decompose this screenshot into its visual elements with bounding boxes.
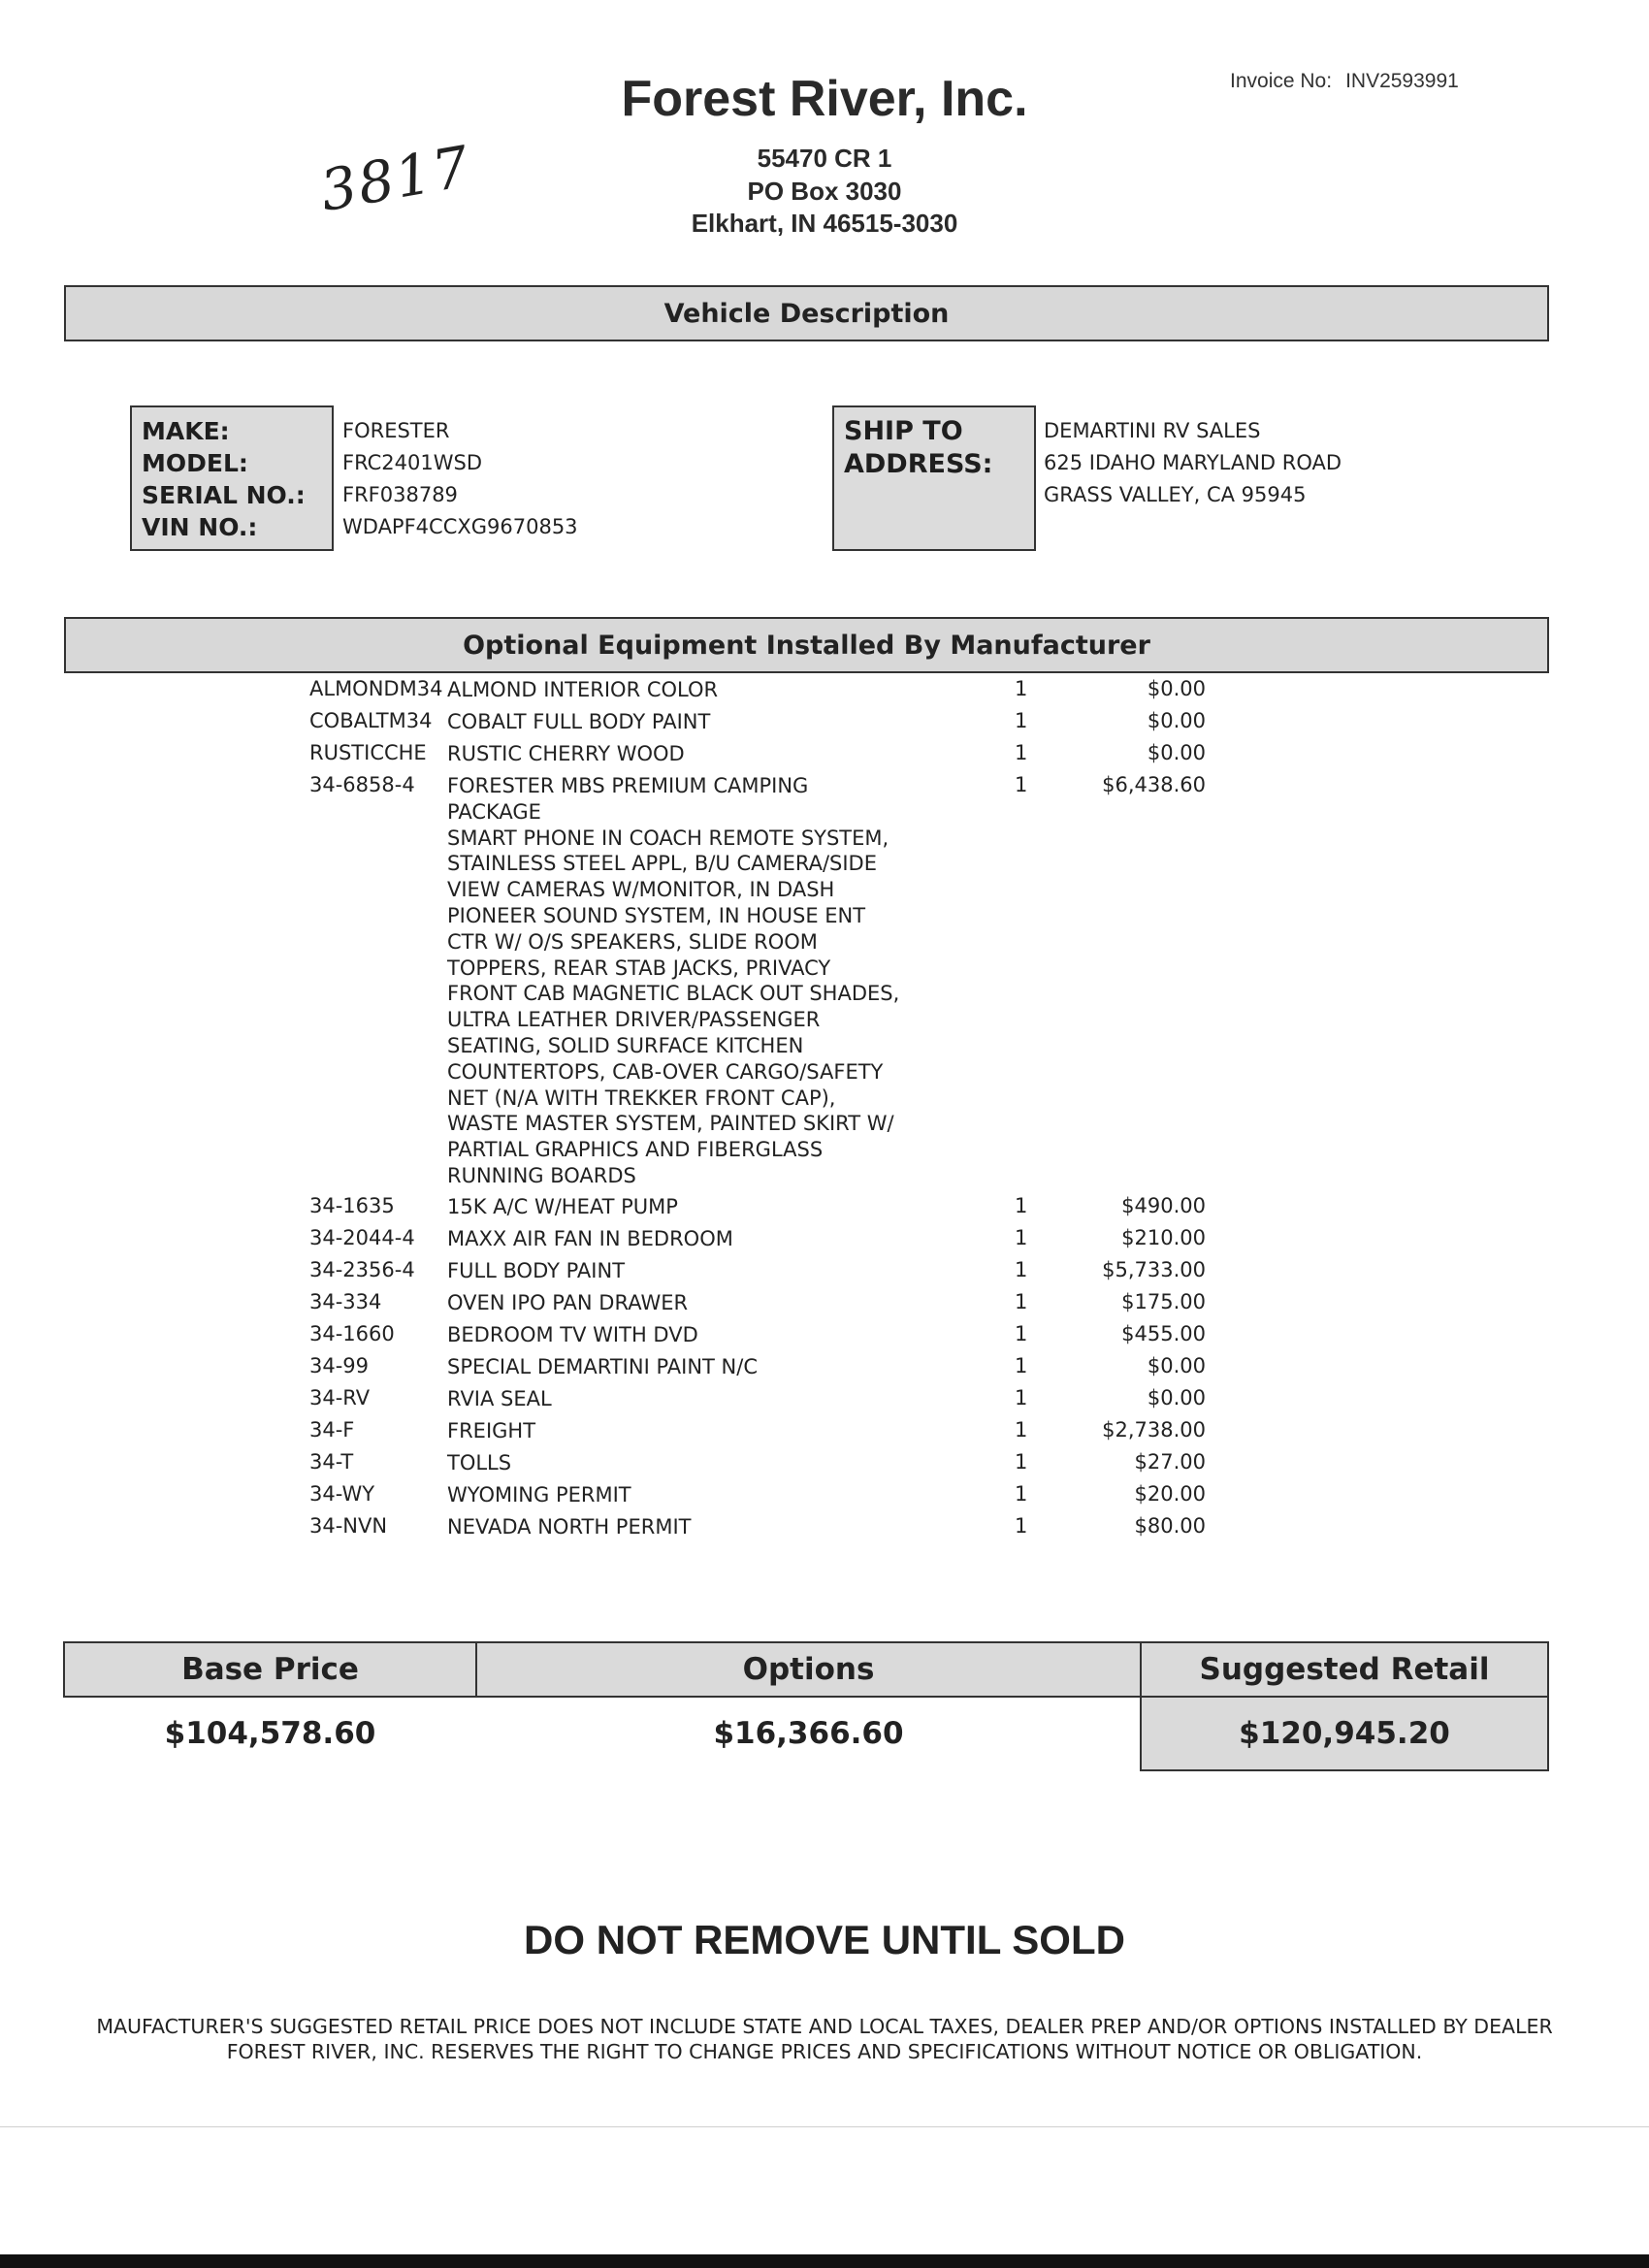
equipment-description: BEDROOM TV WITH DVD — [447, 1323, 698, 1346]
equipment-description: SPECIAL DEMARTINI PAINT N/C — [447, 1355, 758, 1378]
equipment-price: $455.00 — [1121, 1322, 1206, 1345]
equipment-qty: 1 — [1015, 1258, 1028, 1281]
footer-divider — [0, 2126, 1649, 2127]
vehicle-values — [342, 415, 578, 543]
equipment-qty: 1 — [1015, 1354, 1028, 1377]
equipment-price: $175.00 — [1121, 1290, 1206, 1313]
equipment-description-title: FORESTER MBS PREMIUM CAMPING PACKAGE — [447, 774, 809, 824]
equipment-qty: 1 — [1015, 1322, 1028, 1345]
equipment-description-detail: SMART PHONE IN COACH REMOTE SYSTEM, STAINLESS STEEL APPL, B/U CAMERA/SIDE VIEW CAMERAS W/MONITOR, IN DASH PIONEER SOUND SYSTEM, IN HOUSE ENT CTR W/ O/S SPEAKERS, SLIDE ROOM TOPPERS, REAR STAB JACKS, PRIVACY FRONT CAB MAGNETIC BLACK OUT SHADES, ULTRA LEATHER DRIVER/PASSENGER SEATING, SOLID SURFACE KITCHEN COUNTERTOPS, CAB-OVER CARGO/SAFETY NET (N/A WITH TREKKER FRONT CAP), WASTE MASTER SYSTEM, PAINTED SKIRT W/ PARTIAL GRAPHICS AND FIBERGLASS RUNNING BOARDS — [447, 826, 900, 1187]
equipment-price: $0.00 — [1147, 1386, 1206, 1409]
equipment-description: OVEN IPO PAN DRAWER — [447, 1291, 689, 1314]
optional-equipment-heading: Optional Equipment Installed By Manufacturer — [64, 617, 1549, 673]
equipment-code: 34-2044-4 — [309, 1226, 415, 1249]
equipment-row — [0, 1258, 1649, 1290]
base-price-label: Base Price — [63, 1641, 477, 1698]
equipment-code: 34-T — [309, 1450, 354, 1474]
suggested-retail-label: Suggested Retail — [1140, 1641, 1549, 1698]
vin-label: VIN NO.: — [142, 513, 258, 541]
equipment-price: $210.00 — [1121, 1226, 1206, 1249]
equipment-code: 34-334 — [309, 1290, 382, 1313]
company-name: Forest River, Inc. — [621, 71, 1028, 127]
disclaimer-line-1: MAUFACTURER'S SUGGESTED RETAIL PRICE DOES NOT INCLUDE STATE AND LOCAL TAXES, DEALER PREP AND/OR OPTIONS INSTALLED BY DEALER — [96, 2015, 1553, 2038]
equipment-row — [0, 1194, 1649, 1226]
equipment-price: $20.00 — [1134, 1482, 1206, 1506]
make-label: MAKE: — [142, 417, 230, 445]
equipment-price: $80.00 — [1134, 1514, 1206, 1538]
serial-label: SERIAL NO.: — [142, 481, 306, 509]
equipment-code: 34-RV — [309, 1386, 371, 1409]
equipment-qty: 1 — [1015, 1290, 1028, 1313]
do-not-remove-notice: DO NOT REMOVE UNTIL SOLD — [524, 1917, 1125, 1962]
vehicle-labels-box — [130, 405, 334, 551]
equipment-qty: 1 — [1015, 677, 1028, 700]
equipment-code: 34-1635 — [309, 1194, 395, 1217]
equipment-description: WYOMING PERMIT — [447, 1483, 631, 1507]
equipment-code: 34-F — [309, 1418, 355, 1442]
equipment-description — [447, 773, 903, 1189]
equipment-qty: 1 — [1015, 1386, 1028, 1409]
equipment-qty: 1 — [1015, 741, 1028, 764]
handwritten-note: 3817 — [315, 133, 476, 224]
equipment-code: 34-NVN — [309, 1514, 388, 1538]
disclaimer — [39, 2014, 1610, 2064]
equipment-code: RUSTICCHE — [309, 741, 427, 764]
equipment-price: $0.00 — [1147, 677, 1206, 700]
base-price-value: $104,578.60 — [164, 1716, 376, 1751]
equipment-row — [0, 1482, 1649, 1514]
equipment-row — [0, 1514, 1649, 1546]
invoice-value: INV2593991 — [1345, 70, 1459, 92]
ship-to-name: DEMARTINI RV SALES — [1044, 419, 1261, 442]
equipment-code: ALMONDM34 — [309, 677, 443, 700]
equipment-description: COBALT FULL BODY PAINT — [447, 710, 711, 733]
equipment-price: $0.00 — [1147, 1354, 1206, 1377]
equipment-row — [0, 1354, 1649, 1386]
equipment-code: COBALTM34 — [309, 709, 433, 732]
company-address-line-2: PO Box 3030 — [747, 177, 902, 206]
price-summary — [63, 1641, 1549, 1771]
make-value: FORESTER — [342, 419, 450, 442]
equipment-row — [0, 773, 1649, 1190]
options-value: $16,366.60 — [713, 1716, 904, 1751]
equipment-code: 34-99 — [309, 1354, 370, 1377]
equipment-qty: 1 — [1015, 709, 1028, 732]
vin-value: WDAPF4CCXG9670853 — [342, 515, 578, 538]
equipment-price: $0.00 — [1147, 709, 1206, 732]
invoice-number — [1230, 70, 1459, 93]
equipment-price: $6,438.60 — [1102, 773, 1206, 796]
equipment-description: NEVADA NORTH PERMIT — [447, 1515, 692, 1539]
equipment-description: ALMOND INTERIOR COLOR — [447, 678, 719, 701]
address-label: ADDRESS: — [844, 449, 993, 479]
equipment-code: 34-6858-4 — [309, 773, 415, 796]
equipment-row — [0, 1322, 1649, 1354]
equipment-description: FULL BODY PAINT — [447, 1259, 626, 1282]
equipment-qty: 1 — [1015, 1514, 1028, 1538]
equipment-price: $490.00 — [1121, 1194, 1206, 1217]
serial-value: FRF038789 — [342, 483, 458, 506]
options-label: Options — [475, 1641, 1142, 1698]
equipment-price: $0.00 — [1147, 741, 1206, 764]
ship-to-street: 625 IDAHO MARYLAND ROAD — [1044, 451, 1342, 474]
equipment-row — [0, 741, 1649, 773]
equipment-qty: 1 — [1015, 1194, 1028, 1217]
equipment-row — [0, 1450, 1649, 1482]
company-address-line-1: 55470 CR 1 — [757, 144, 892, 173]
company-address-line-3: Elkhart, IN 46515-3030 — [691, 209, 958, 238]
equipment-row — [0, 1226, 1649, 1258]
equipment-row — [0, 1386, 1649, 1418]
equipment-price: $2,738.00 — [1102, 1418, 1206, 1442]
equipment-row — [0, 1290, 1649, 1322]
equipment-description: 15K A/C W/HEAT PUMP — [447, 1195, 678, 1218]
invoice-label: Invoice No: — [1230, 70, 1333, 92]
ship-to-label-box — [832, 405, 1036, 551]
equipment-price: $27.00 — [1134, 1450, 1206, 1474]
model-value: FRC2401WSD — [342, 451, 482, 474]
equipment-qty: 1 — [1015, 1418, 1028, 1442]
equipment-row — [0, 709, 1649, 741]
model-label: MODEL: — [142, 449, 248, 477]
equipment-description: MAXX AIR FAN IN BEDROOM — [447, 1227, 733, 1250]
equipment-description: RUSTIC CHERRY WOOD — [447, 742, 685, 765]
equipment-code: 34-1660 — [309, 1322, 395, 1345]
equipment-row — [0, 1418, 1649, 1450]
ship-to-address — [1044, 415, 1342, 511]
equipment-price: $5,733.00 — [1102, 1258, 1206, 1281]
ship-to-city: GRASS VALLEY, CA 95945 — [1044, 483, 1307, 506]
equipment-description: TOLLS — [447, 1451, 512, 1474]
equipment-row — [0, 677, 1649, 709]
equipment-qty: 1 — [1015, 1482, 1028, 1506]
equipment-qty: 1 — [1015, 1226, 1028, 1249]
equipment-qty: 1 — [1015, 1450, 1028, 1474]
suggested-retail-value: $120,945.20 — [1140, 1696, 1549, 1771]
equipment-qty: 1 — [1015, 773, 1028, 796]
equipment-code: 34-2356-4 — [309, 1258, 415, 1281]
equipment-description: FREIGHT — [447, 1419, 536, 1442]
equipment-description: RVIA SEAL — [447, 1387, 552, 1410]
equipment-code: 34-WY — [309, 1482, 375, 1506]
disclaimer-line-2: FOREST RIVER, INC. RESERVES THE RIGHT TO CHANGE PRICES AND SPECIFICATIONS WITHOUT NOTICE OR OBLIGATION. — [226, 2040, 1423, 2063]
ship-to-label: SHIP TO — [844, 416, 963, 446]
scan-bottom-edge — [0, 2254, 1649, 2268]
vehicle-description-heading: Vehicle Description — [64, 285, 1549, 341]
